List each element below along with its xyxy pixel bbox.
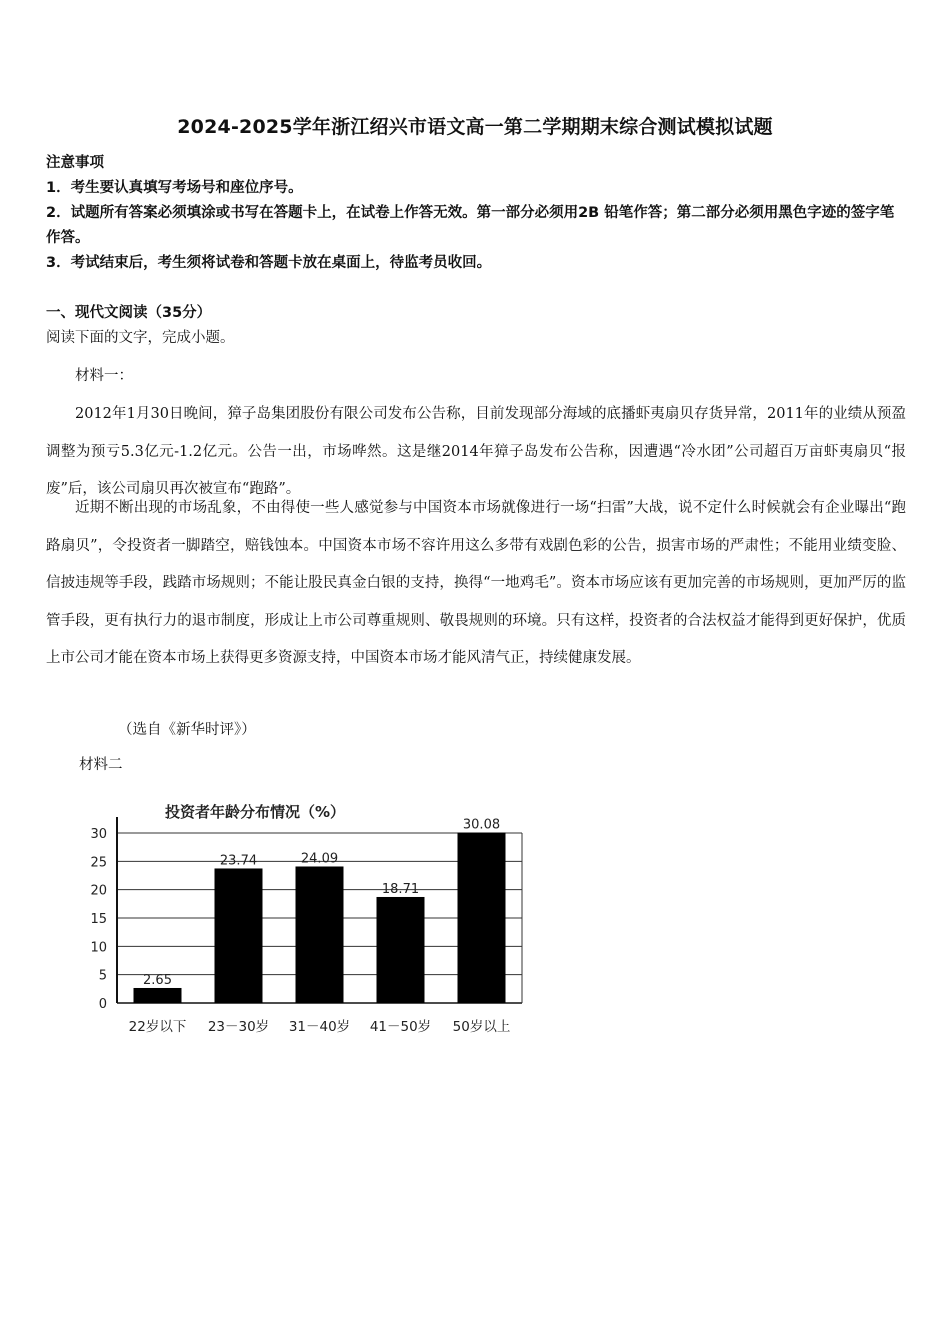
section-heading: 一、现代文阅读（35分） xyxy=(46,305,212,321)
y-tick-label: 25 xyxy=(90,855,107,871)
y-tick-label: 0 xyxy=(98,997,107,1012)
bar xyxy=(134,988,182,1003)
y-tick-label: 10 xyxy=(90,940,107,956)
x-tick-label: 41－50岁 xyxy=(369,1019,432,1035)
y-tick-label: 15 xyxy=(90,912,107,927)
y-tick-label: 20 xyxy=(90,883,107,899)
source-citation: （选自《新华时评》） xyxy=(118,722,256,738)
section-instruction: 阅读下面的文字，完成小题。 xyxy=(46,330,235,346)
material1-label-wrap xyxy=(46,358,906,396)
bar xyxy=(296,866,344,1003)
x-tick-label: 23－30岁 xyxy=(207,1019,270,1035)
note-item: 3．考试结束后，考生须将试卷和答题卡放在桌面上，待监考员收回。 xyxy=(46,255,492,271)
notes-heading: 注意事项 xyxy=(46,155,104,171)
data-label: 23.74 xyxy=(219,853,258,869)
note-item: 2．试题所有答案必须填涂或书写在答题卡上，在试卷上作答无效。第一部分必须用2B 铅笔作答；第二部分必须用黑色字迹的签字笔作答。 xyxy=(46,205,895,246)
page-title: 2024-2025学年浙江绍兴市语文高一第二学期期末综合测试模拟试题 xyxy=(177,116,773,138)
bar xyxy=(215,868,263,1003)
data-label: 18.71 xyxy=(381,881,420,897)
x-tick-label: 22岁以下 xyxy=(128,1019,187,1035)
material2-label: 材料二 xyxy=(79,757,123,773)
y-tick-label: 5 xyxy=(98,968,107,984)
note-item: 1．考生要认真填写考场号和座位序号。 xyxy=(46,180,303,196)
paragraph-2-wrap xyxy=(46,490,906,678)
notes-section xyxy=(46,151,908,276)
bar xyxy=(377,897,425,1003)
chart-title: 投资者年龄分布情况（%） xyxy=(165,803,346,821)
data-label: 30.08 xyxy=(462,817,501,833)
x-tick-label: 50岁以上 xyxy=(452,1019,511,1035)
bar xyxy=(458,833,506,1003)
chart-svg xyxy=(85,795,535,1040)
y-tick-label: 30 xyxy=(90,827,107,842)
material1-label: 材料一： xyxy=(75,368,133,384)
paragraph-2: 近期不断出现的市场乱象，不由得使一些人感觉参与中国资本市场就像进行一场“扫雷”大战，说不定什么时候就会有企业曝出“跑路扇贝”，令投资者一脚踏空，赔钱蚀本。中国资本市场不容许用这么多带有戏剧色彩的公告，损害市场的严肃性；不能用业绩变脸、信披违规等手段，践踏市场规则；不能让股民真金白银的支持，换得“一地鸡毛”。资本市场应该有更加完善的市场规则，更加严厉的监管手段，更有执行力的退市制度，形成让上市公司尊重规则、敬畏规则的环境。只有这样，投资者的合法权益才能得到更好保护，优质上市公司才能在资本市场上获得更多资源支持，中国资本市场才能风清气正，持续健康发展。 xyxy=(46,500,906,666)
paragraph-1: 2012年1月30日晚间，獐子岛集团股份有限公司发布公告称，目前发现部分海域的底播虾夷扇贝存货异常，2011年的业绩从预盈调整为预亏5.3亿元-1.2亿元。公告一出，市场哗然。这是继2014年獐子岛发布公告称，因遭遇“冷水团”公司超百万亩虾夷扇贝“报废”后，该公司扇贝再次被宣布“跑路”。 xyxy=(46,406,906,497)
x-tick-label: 31－40岁 xyxy=(288,1019,351,1035)
data-label: 24.09 xyxy=(300,851,339,867)
age-distribution-chart xyxy=(85,795,535,1040)
data-label: 2.65 xyxy=(143,972,172,988)
